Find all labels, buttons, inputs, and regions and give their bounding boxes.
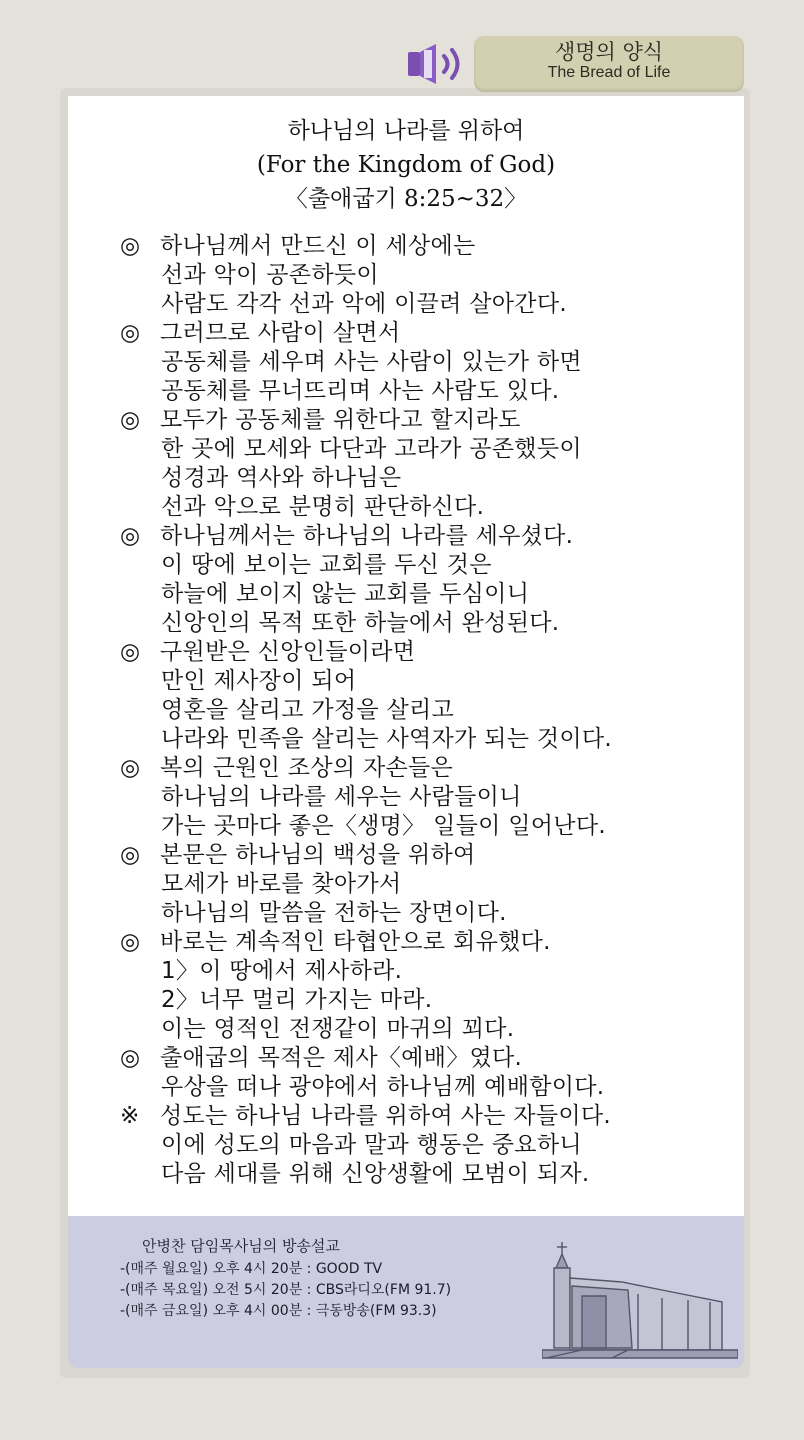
sermon-line-text: 만인 제사장이 되어 [161, 668, 357, 694]
sermon-line-text: 구원받은 신앙인들이라면 [160, 639, 416, 665]
sermon-continuation-line [120, 435, 740, 464]
sermon-point-line [120, 638, 740, 667]
sermon-continuation-line [120, 725, 740, 754]
sermon-body [120, 232, 740, 1189]
sermon-title-korean: 하나님의 나라를 위하여 [287, 118, 525, 144]
sermon-line-text: 이는 영적인 전쟁같이 마귀의 꾀다. [161, 1016, 515, 1042]
bullseye-bullet-icon: ◎ [120, 523, 141, 549]
sermon-line-text: 하나님의 나라를 세우는 사람들이니 [161, 784, 522, 810]
sermon-continuation-line [120, 783, 740, 812]
sermon-line-text: 공동체를 무너뜨리며 사는 사람도 있다. [161, 378, 560, 404]
sermon-line-text: 선과 악이 공존하듯이 [161, 262, 379, 288]
sermon-line-text: 2〉너무 멀리 가지는 마라. [161, 987, 433, 1013]
sermon-line-text: 모두가 공동체를 위한다고 할지라도 [160, 407, 521, 433]
sermon-continuation-line [120, 609, 740, 638]
sermon-line-text: 가는 곳마다 좋은〈생명〉 일들이 일어난다. [161, 813, 606, 839]
sermon-line-text: 나라와 민족을 살리는 사역자가 되는 것이다. [161, 726, 612, 752]
bullseye-bullet-icon: ◎ [120, 929, 141, 955]
brand-title-korean: 생명의 양식 [554, 40, 664, 64]
sermon-point-line [120, 1102, 740, 1131]
broadcast-schedule-item: -(매주 금요일) 오후 4시 00분 : 극동방송(FM 93.3) [120, 1303, 437, 1319]
bullseye-bullet-icon: ◎ [120, 233, 141, 259]
sermon-continuation-line [120, 290, 740, 319]
bullseye-bullet-icon: ◎ [120, 1045, 141, 1071]
sermon-point-line [120, 754, 740, 783]
sermon-title-english: (For the Kingdom of God) [256, 152, 556, 178]
brand-badge [474, 36, 744, 92]
scripture-reference: 〈출애굽기 8:25~32〉 [284, 186, 528, 212]
sermon-line-text: 성경과 역사와 하나님은 [161, 465, 402, 491]
sermon-continuation-line [120, 957, 740, 986]
reference-mark-icon: ※ [120, 1103, 140, 1129]
sermon-line-text: 하나님께서 만드신 이 세상에는 [160, 233, 476, 259]
sermon-continuation-line [120, 1160, 740, 1189]
bullseye-bullet-icon: ◎ [120, 320, 141, 346]
church-building-illustration [542, 1238, 738, 1362]
sermon-continuation-line [120, 986, 740, 1015]
sermon-continuation-line [120, 261, 740, 290]
bullseye-bullet-icon: ◎ [120, 639, 141, 665]
sermon-line-text: 그러므로 사람이 살면서 [160, 320, 401, 346]
bullseye-bullet-icon: ◎ [120, 755, 141, 781]
broadcast-footer [68, 1216, 744, 1368]
broadcast-schedule-item: -(매주 월요일) 오후 4시 20분 : GOOD TV [120, 1261, 383, 1277]
sermon-line-text: 한 곳에 모세와 다단과 고라가 공존했듯이 [161, 436, 582, 462]
sermon-line-text: 선과 악으로 분명히 판단하신다. [161, 494, 485, 520]
sermon-line-text: 다음 세대를 위해 신앙생활에 모범이 되자. [161, 1161, 590, 1187]
sermon-title-block [68, 114, 744, 216]
sermon-line-text: 성도는 하나님 나라를 위하여 사는 자들이다. [160, 1103, 611, 1129]
sermon-point-line [120, 928, 740, 957]
sermon-continuation-line [120, 1131, 740, 1160]
sermon-continuation-line [120, 493, 740, 522]
sermon-continuation-line [120, 377, 740, 406]
sermon-continuation-line [120, 1015, 740, 1044]
sermon-point-line [120, 319, 740, 348]
sermon-page [68, 96, 744, 1216]
sermon-line-text: 1〉이 땅에서 제사하라. [161, 958, 403, 984]
sermon-line-text: 본문은 하나님의 백성을 위하여 [160, 842, 476, 868]
sermon-line-text: 모세가 바로를 찾아가서 [161, 871, 402, 897]
sermon-continuation-line [120, 580, 740, 609]
sermon-line-text: 신앙인의 목적 또한 하늘에서 완성된다. [161, 610, 560, 636]
bullseye-bullet-icon: ◎ [120, 407, 141, 433]
sermon-line-text: 이 땅에 보이는 교회를 두신 것은 [161, 552, 492, 578]
sermon-point-line [120, 1044, 740, 1073]
sermon-line-text: 이에 성도의 마음과 말과 행동은 중요하니 [161, 1132, 582, 1158]
sermon-continuation-line [120, 899, 740, 928]
sermon-point-line [120, 406, 740, 435]
sermon-line-text: 하나님께서는 하나님의 나라를 세우셨다. [160, 523, 574, 549]
sermon-line-text: 복의 근원인 조상의 자손들은 [160, 755, 454, 781]
sermon-point-line [120, 522, 740, 551]
sermon-line-text: 사람도 각각 선과 악에 이끌려 살아간다. [161, 291, 567, 317]
sermon-line-text: 하나님의 말씀을 전하는 장면이다. [161, 900, 507, 926]
speaker-icon[interactable] [404, 42, 468, 86]
sermon-line-text: 우상을 떠나 광야에서 하나님께 예배함이다. [161, 1074, 605, 1100]
sermon-continuation-line [120, 1073, 740, 1102]
sermon-continuation-line [120, 348, 740, 377]
sermon-line-text: 바로는 계속적인 타협안으로 회유했다. [160, 929, 551, 955]
sermon-line-text: 출애굽의 목적은 제사〈예배〉였다. [160, 1045, 523, 1071]
broadcast-heading: 안병찬 담임목사님의 방송설교 [142, 1237, 340, 1255]
sermon-continuation-line [120, 696, 740, 725]
sermon-continuation-line [120, 812, 740, 841]
broadcast-schedule-item: -(매주 목요일) 오전 5시 20분 : CBS라디오(FM 91.7) [120, 1282, 452, 1298]
sermon-continuation-line [120, 464, 740, 493]
sermon-line-text: 공동체를 세우며 사는 사람이 있는가 하면 [161, 349, 582, 375]
sermon-continuation-line [120, 870, 740, 899]
sermon-line-text: 하늘에 보이지 않는 교회를 두심이니 [161, 581, 530, 607]
sermon-continuation-line [120, 667, 740, 696]
sermon-continuation-line [120, 551, 740, 580]
sermon-point-line [120, 232, 740, 261]
brand-title-english: The Bread of Life [547, 64, 671, 81]
sermon-line-text: 영혼을 살리고 가정을 살리고 [161, 697, 455, 723]
sermon-point-line [120, 841, 740, 870]
bullseye-bullet-icon: ◎ [120, 842, 141, 868]
